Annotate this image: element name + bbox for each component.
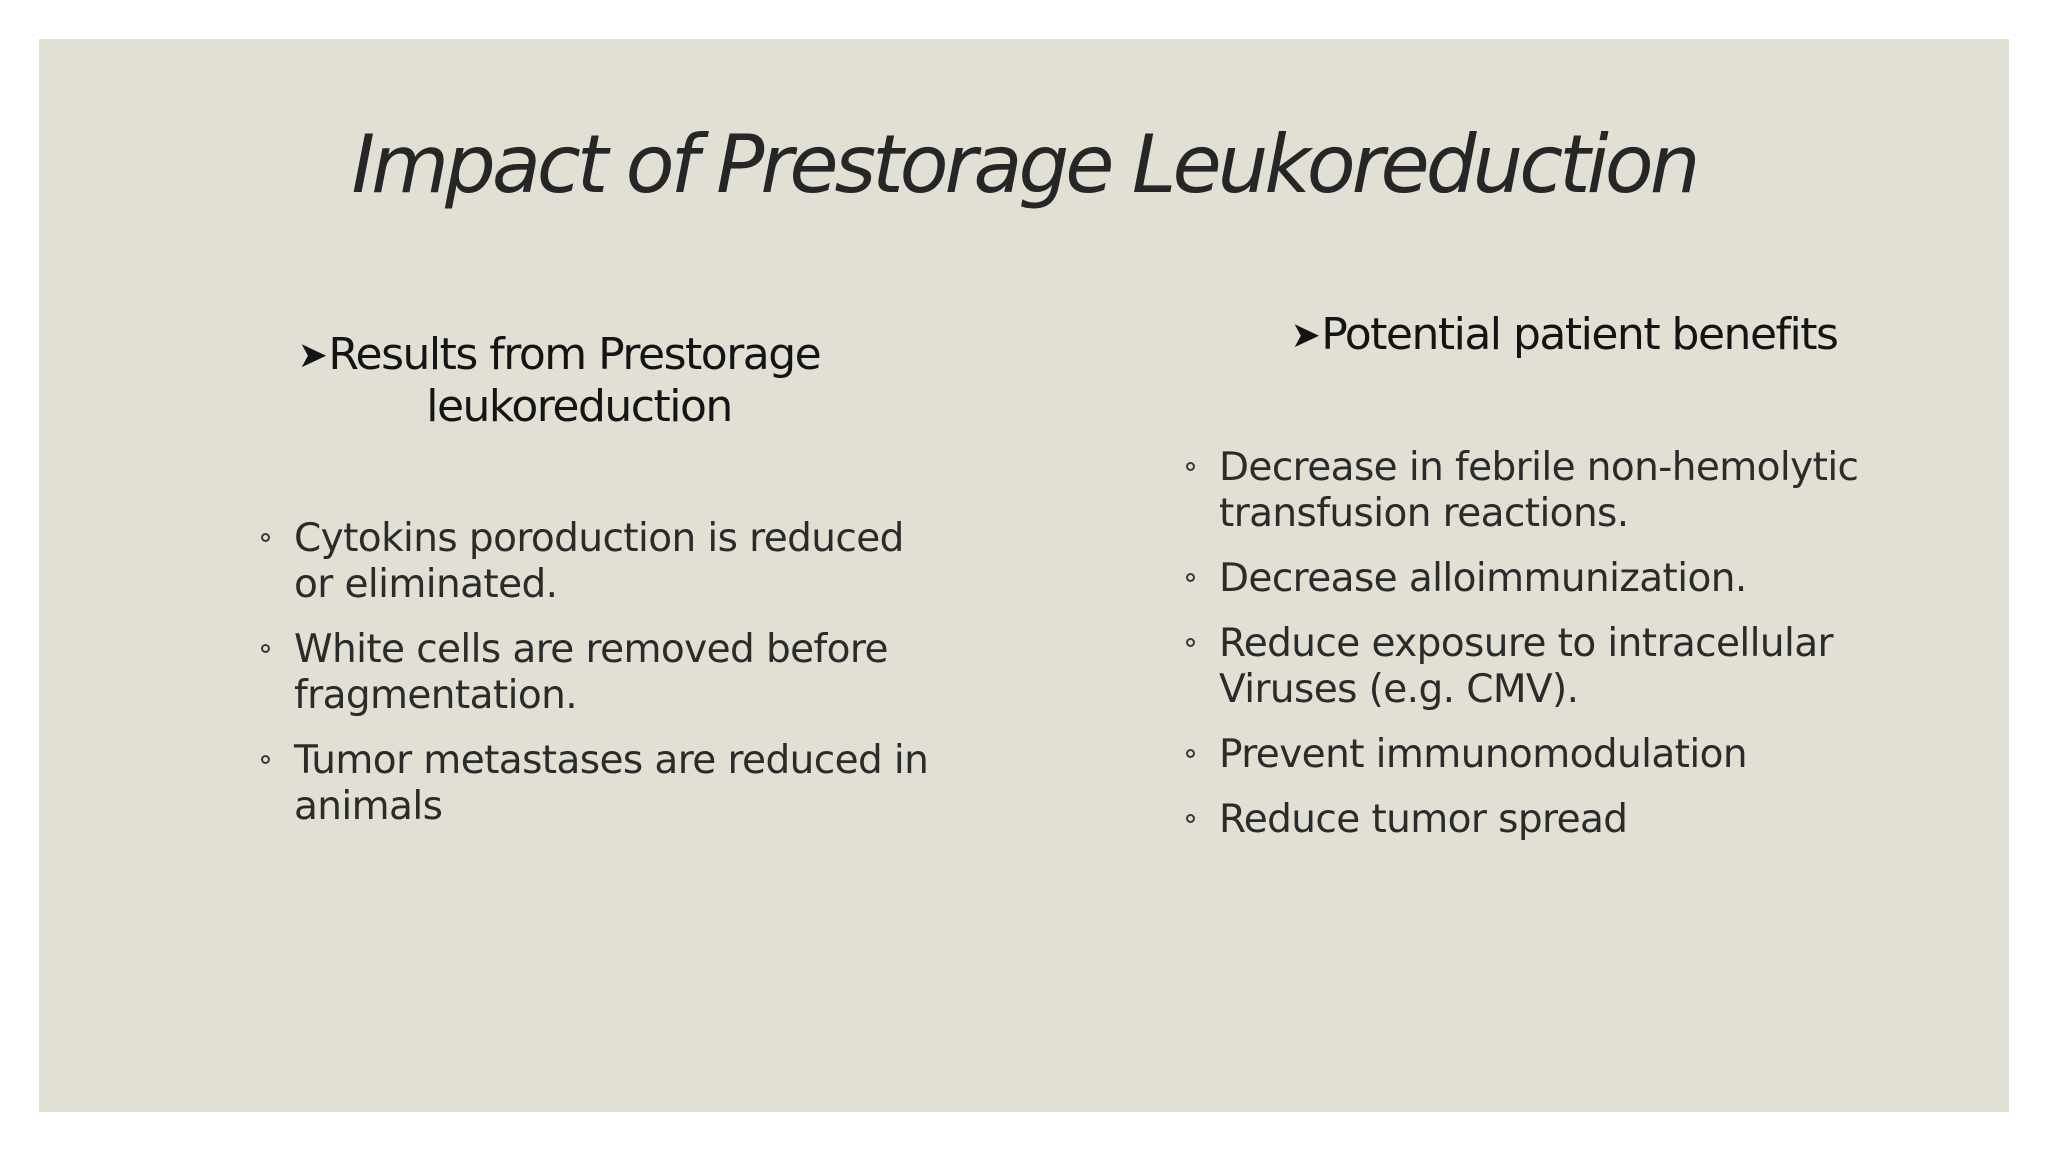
list-item — [1184, 556, 1944, 602]
left-column-heading — [259, 329, 859, 432]
list-item-text: Decrease alloimmunization. — [1219, 556, 1747, 601]
left-heading-line1: Results from Prestorage — [328, 329, 821, 380]
list-item-text: Prevent immunomodulation — [1219, 732, 1747, 777]
right-bullet-list — [1184, 445, 1944, 843]
arrow-bullet-icon: ➤ — [1290, 315, 1320, 356]
circle-bullet-icon — [261, 755, 270, 764]
list-item — [259, 516, 939, 608]
slide — [39, 39, 2009, 1112]
circle-bullet-icon — [1186, 749, 1195, 758]
right-column-heading — [1184, 309, 1944, 361]
list-item-text: Reduce exposure to intracellular Viruses (e.g. CMV). — [1219, 621, 1833, 712]
list-item-text: Tumor metastases are reduced in animals — [294, 738, 929, 829]
circle-bullet-icon — [1186, 462, 1195, 471]
list-item-text: Cytokins poroduction is reduced or eliminated. — [294, 516, 904, 607]
list-item — [259, 627, 939, 719]
arrow-bullet-icon: ➤ — [297, 335, 327, 376]
left-bullet-list — [259, 516, 939, 830]
list-item — [1184, 732, 1944, 778]
slide-title: Impact of Prestorage Leukoreduction — [351, 118, 1697, 211]
list-item — [259, 738, 939, 830]
circle-bullet-icon — [261, 644, 270, 653]
list-item-text: White cells are removed before fragmentation. — [294, 627, 888, 718]
right-column — [1184, 309, 1944, 862]
circle-bullet-icon — [261, 533, 270, 542]
list-item — [1184, 797, 1944, 843]
circle-bullet-icon — [1186, 814, 1195, 823]
list-item-text: Reduce tumor spread — [1219, 797, 1628, 842]
circle-bullet-icon — [1186, 573, 1195, 582]
list-item-text: Decrease in febrile non-hemolytic transfusion reactions. — [1219, 445, 1859, 536]
list-item — [1184, 621, 1944, 713]
right-heading-text: Potential patient benefits — [1321, 309, 1838, 360]
left-column — [259, 329, 939, 849]
list-item — [1184, 445, 1944, 537]
circle-bullet-icon — [1186, 638, 1195, 647]
left-heading-line2: leukoreduction — [426, 381, 732, 432]
